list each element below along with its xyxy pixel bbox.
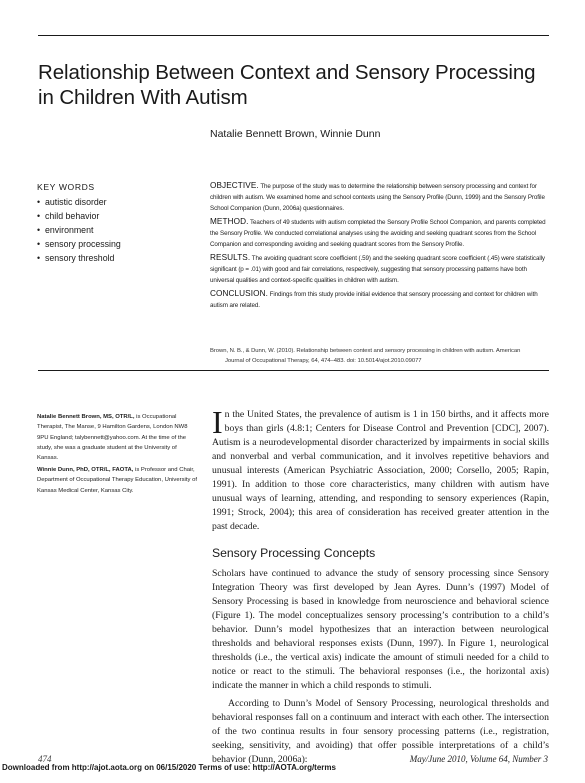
authors: Natalie Bennett Brown, Winnie Dunn [210,128,381,140]
keywords-heading: KEY WORDS [37,182,95,192]
top-rule [38,35,549,36]
keyword-item: • environment [37,223,197,237]
method-heading: METHOD. [210,217,249,226]
paragraph-text: n the United States, the prevalence of autism is 1 in 150 births, and it affects more boys than girls (4.8:1; Centers for Disease Control and Prevention [CDC], 2007). Autism is a neurodevelopmental disorder characterized by impairments in social skills and nonverbal and verbal communication, and it involves repetitive behaviors and unusual interests (American Psychiatric Association, 2000; Corsello, 2005; Rapin, 1991). In addition to those core characteristics, many children with autism have unusual ways of learning, attending, and responding to sensory experiences (Rapin, 1991; Strock, 2004); this area of consideration has received greater attention in the past decade. [212,409,549,532]
download-notice: Downloaded from http://ajot.aota.org on 06/15/2020 Terms of use: http://AOTA.org/terms [2,763,336,772]
article-body [212,404,549,767]
keyword-item: • autistic disorder [37,195,197,209]
abstract-method [210,216,550,250]
bio-text: is Professor and Chair, Department of Occupational Therapy Education, University of Kansas Medical Center, Kansas City. [37,467,198,494]
objective-text: The purpose of the study was to determine the relationship between sensory processing and context for children with autism. We examined home and school contexts using the Sensory Profile (Dunn, 1999) and the Sensory Profile School Companion (Dunn, 2006a) questionnaires. [210,183,545,212]
article-title: Relationship Between Context and Sensory Processing in Children With Autism [38,60,536,109]
page-number: 474 [38,754,52,764]
section-rule [38,370,549,371]
citation-line-2: Journal of Occupational Therapy, 64, 474–483. doi: 10.5014/ajot.2010.09077 [225,358,422,364]
author-bio-2 [37,465,197,496]
keyword-item: • child behavior [37,209,197,223]
issue-info: May/June 2010, Volume 64, Number 3 [409,754,548,764]
body-paragraph-3: According to Dunn’s Model of Sensory Processing, neurological thresholds and behavioral responses fall on a continuum and interact with each other. The intersection of the two continua results in four sensory processing patterns (i.e., registration, seeking, sensitivity, and avoiding) that offer possible interpretations of a child’s behavior (Dunn, 2006a): [212,698,549,765]
method-text: Teachers of 49 students with autism completed the Sensory Profile School Companion, and parents completed the Sensory Profile. We conducted correlational analyses using the avoiding and seeking quadrant scores from the School Companion and corresponding avoiding and seeking quadrant scores from the Sensory Profile. [210,219,546,248]
body-paragraph-1 [212,404,549,534]
bio-name: Winnie Dunn, PhD, OTR/L, FAOTA, [37,467,134,473]
keywords-list [37,195,197,265]
abstract-objective [210,180,550,214]
section-heading: Sensory Processing Concepts [212,546,376,560]
results-text: The avoiding quadrant score coefficient (.59) and the seeking quadrant score coefficient (.45) were statistically significant (p = .01) with good and fair correlations, respectively, suggesting that sensory processing patterns have both universal qualities and context-specific qualities in children with autism. [210,255,545,284]
abstract [210,180,550,313]
keyword-item: • sensory threshold [37,251,197,265]
abstract-conclusion [210,288,550,311]
bio-name: Natalie Bennett Brown, MS, OTR/L, [37,414,135,420]
keywords-box [37,182,197,265]
body-paragraph-2: Scholars have continued to advance the study of sensory processing since Sensory Integration Theory was first developed by Jean Ayres. Dunn’s (1997) Model of Sensory Processing is based in knowledge from neuroscience and behavioral science (Figure 1). The model conceptualizes sensory processing’s contribution to a child’s behavior. Dunn’s model hypothesizes that an interaction between neurological thresholds and behavioral responses exists (Dunn, 1997). In Figure 1, neurological thresholds (i.e., the vertical axis) indicate the amount of stimuli needed for a child to notice or react to the stimuli. The behavioral responses (i.e., the horizontal axis) indicate the manner in which a child responds to stimuli. [212,568,549,691]
drop-cap: I [212,404,223,440]
abstract-results [210,252,550,286]
results-heading: RESULTS. [210,253,251,262]
conclusion-text: Findings from this study provide initial evidence that sensory processing and context for children with autism are related. [210,291,538,309]
citation [210,346,550,366]
bio-text: is Occupational Therapist, The Manse, 9 Hamilton Gardens, London NW8 9PU England; talybennett@yahoo.com. At the time of the study, she was a graduate student at the University of Kansas. [37,414,188,462]
author-bio-1 [37,412,197,463]
objective-heading: OBJECTIVE. [210,181,259,190]
keyword-item: • sensory processing [37,237,197,251]
conclusion-heading: CONCLUSION. [210,289,268,298]
citation-line-1: Brown, N. B., & Dunn, W. (2010). Relationship between context and sensory processing in children with autism. American [210,348,521,354]
